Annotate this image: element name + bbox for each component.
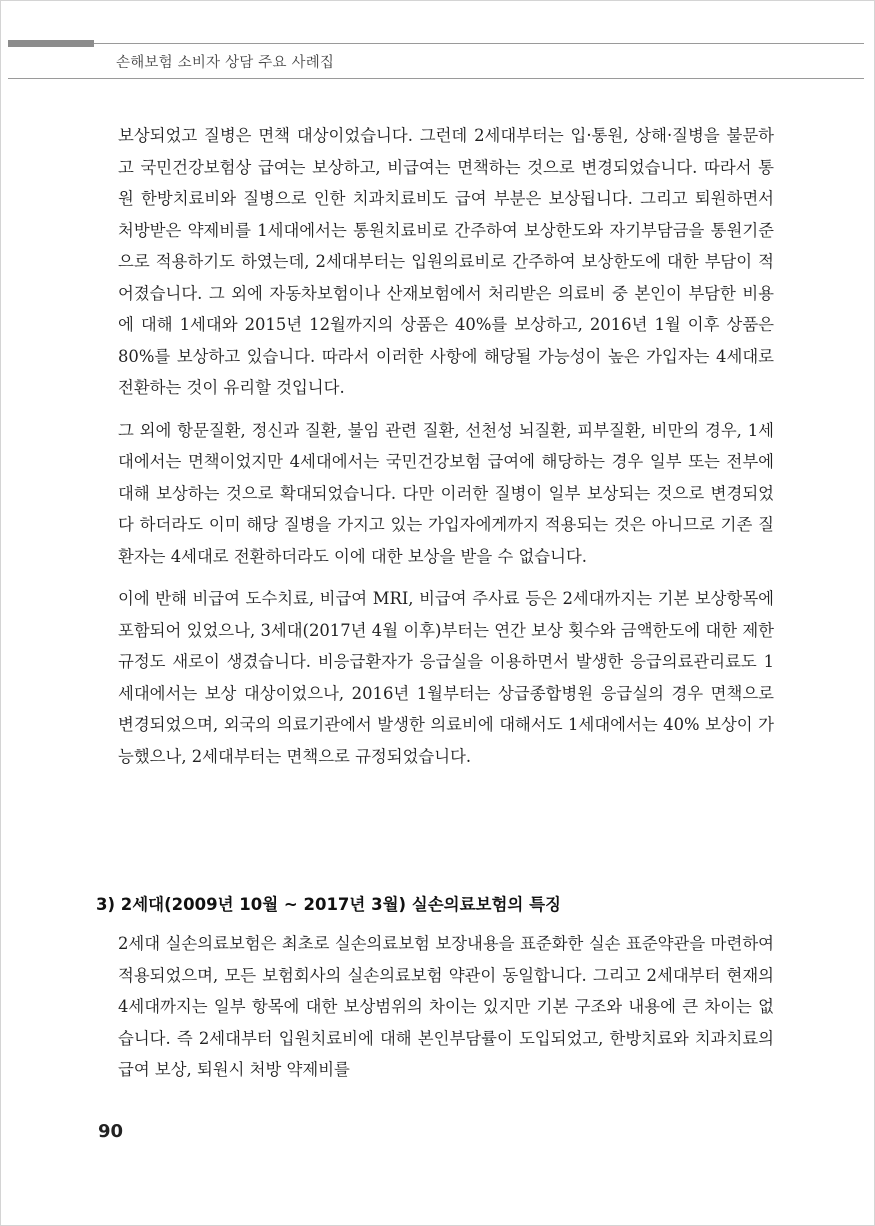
header-top-rule [94, 43, 864, 44]
page-number: 90 [98, 1121, 124, 1142]
section-heading: 3) 2세대(2009년 10월 ~ 2017년 3월) 실손의료보험의 특징 [96, 895, 561, 914]
body-text [118, 120, 774, 783]
header-divider [8, 78, 864, 79]
header-accent-bar [8, 40, 94, 47]
paragraph: 보상되었고 질병은 면책 대상이었습니다. 그런데 2세대부터는 입·통원, 상해·질병을 불문하고 국민건강보험상 급여는 보상하고, 비급여는 면책하는 것으로 변경되었습니다. 따라서 통원 한방치료비와 질병으로 인한 치과치료비도 급여 부분은 보상됩니다. 그리고 퇴원하면서 처방받은 약제비를 1세대에서는 통원치료비로 간주하여 보상한도와 자기부담금을 통원기준으로 적용하기도 하였는데, 2세대부터는 입원의료비로 간주하여 보상한도에 대한 부담이 적어졌습니다. 그 외에 자동차보험이나 산재보험에서 처리받은 의료비 중 본인이 부담한 비용에 대해 1세대와 2015년 12월까지의 상품은 40%를 보상하고, 2016년 1월 이후 상품은 80%를 보상하고 있습니다. 따라서 이러한 사항에 해당될 가능성이 높은 가입자는 4세대로 전환하는 것이 유리할 것입니다. [118, 126, 774, 397]
paragraph: 그 외에 항문질환, 정신과 질환, 불임 관련 질환, 선천성 뇌질환, 피부질환, 비만의 경우, 1세대에서는 면책이었지만 4세대에서는 국민건강보험 급여에 해당하는 경우 일부 또는 전부에 대해 보상하는 것으로 확대되었습니다. 다만 이러한 질병이 일부 보상되는 것으로 변경되었다 하더라도 이미 해당 질병을 가지고 있는 가입자에게까지 적용되는 것은 아니므로 기존 질환자는 4세대로 전환하더라도 이에 대한 보상을 받을 수 없습니다. [118, 420, 774, 566]
section-body [118, 928, 774, 1097]
paragraph: 2세대 실손의료보험은 최초로 실손의료보험 보장내용을 표준화한 실손 표준약관을 마련하여 적용되었으며, 모든 보험회사의 실손의료보험 약관이 동일합니다. 그리고 2세대부터 현재의 4세대까지는 일부 항목에 대한 보상범위의 차이는 있지만 기본 구조와 내용에 큰 차이는 없습니다. 즉 2세대부터 입원치료비에 대해 본인부담률이 도입되었고, 한방치료와 치과치료의 급여 보상, 퇴원시 처방 약제비를 [118, 934, 774, 1079]
running-header-title: 손해보험 소비자 상담 주요 사례집 [116, 55, 335, 71]
paragraph: 이에 반해 비급여 도수치료, 비급여 MRI, 비급여 주사료 등은 2세대까지는 기본 보상항목에 포함되어 있었으나, 3세대(2017년 4월 이후)부터는 연간 보상 횟수와 금액한도에 대한 제한규정도 새로이 생겼습니다. 비응급환자가 응급실을 이용하면서 발생한 응급의료관리료도 1세대에서는 보상 대상이었으나, 2016년 1월부터는 상급종합병원 응급실의 경우 면책으로 변경되었으며, 외국의 의료기관에서 발생한 의료비에 대해서도 1세대에서는 40% 보상이 가능했으나, 2세대부터는 면책으로 규정되었습니다. [118, 589, 774, 766]
